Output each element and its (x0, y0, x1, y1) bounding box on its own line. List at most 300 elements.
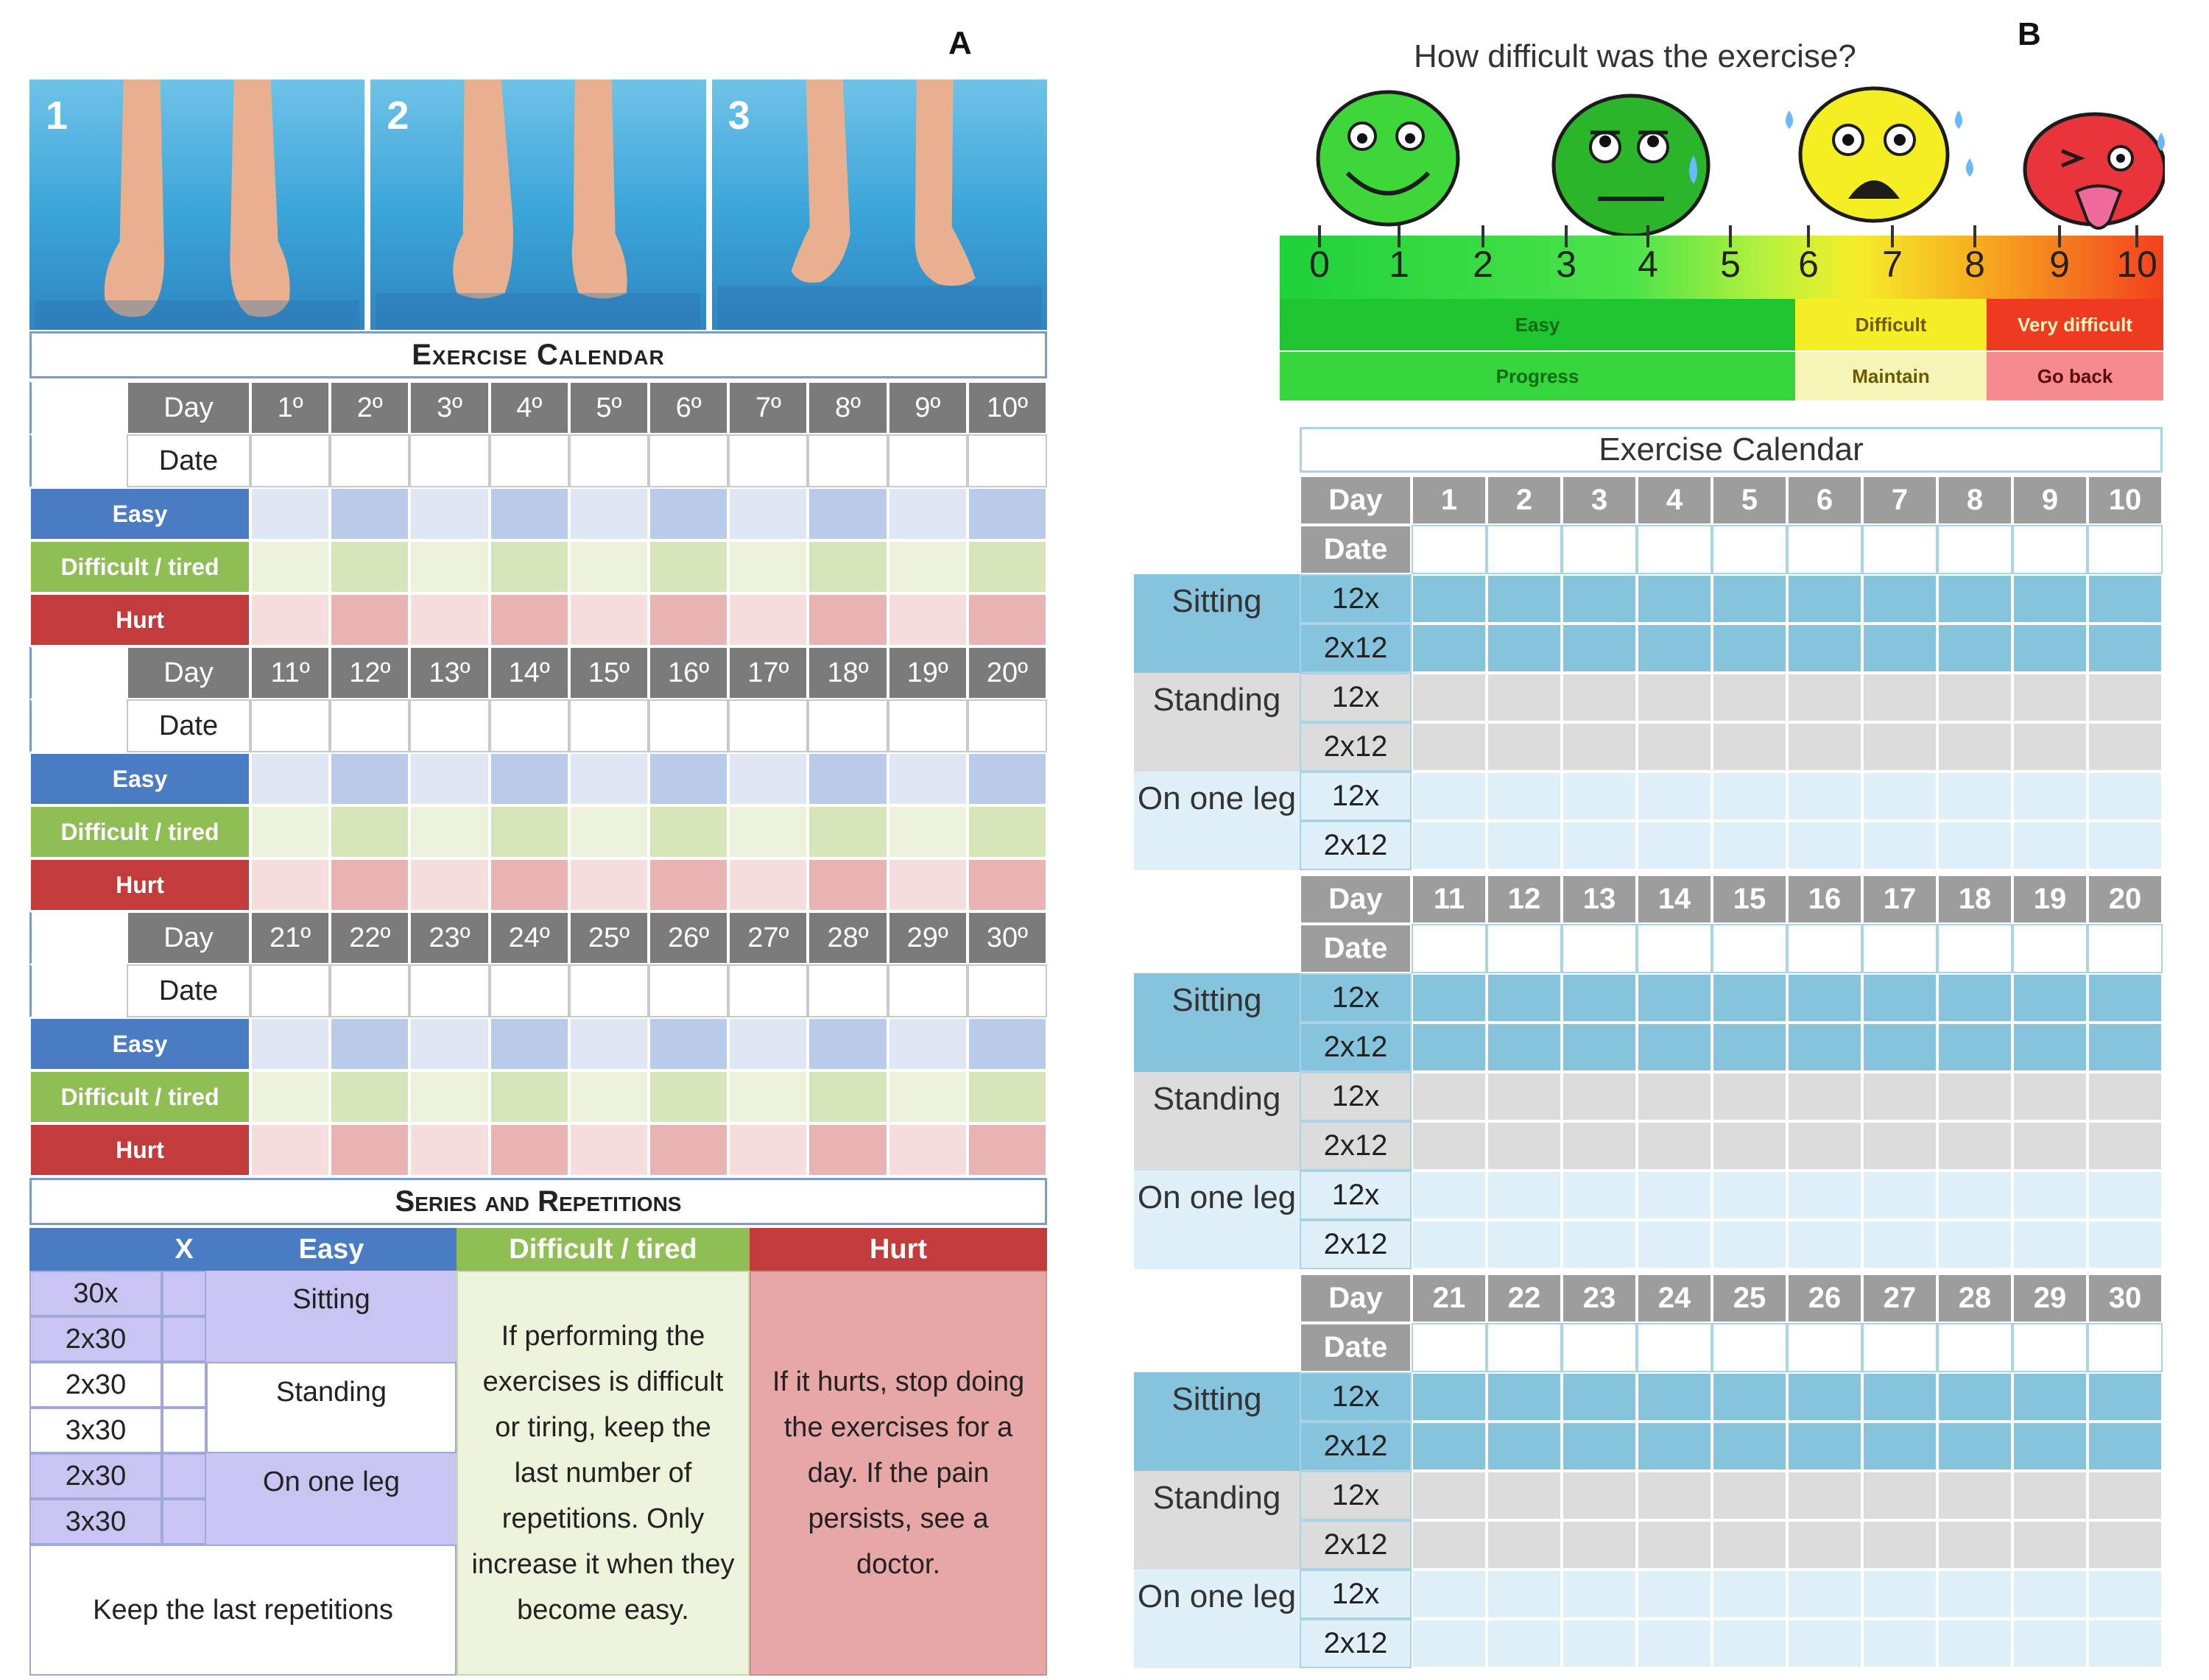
exercise-cell[interactable] (1412, 1220, 1487, 1269)
status-cell[interactable] (888, 752, 968, 805)
exercise-cell[interactable] (1862, 1171, 1937, 1220)
exercise-cell[interactable] (1787, 1072, 1862, 1121)
exercise-cell[interactable] (1562, 1570, 1637, 1619)
exercise-cell[interactable] (1487, 1220, 1562, 1269)
date-cell[interactable] (409, 964, 489, 1017)
status-cell[interactable] (569, 1123, 649, 1176)
exercise-cell[interactable] (1562, 1072, 1637, 1121)
status-cell[interactable] (490, 858, 569, 911)
reps-check-cell[interactable] (162, 1362, 206, 1408)
exercise-cell[interactable] (1787, 1171, 1862, 1220)
exercise-cell[interactable] (1712, 624, 1787, 673)
exercise-cell[interactable] (1412, 1121, 1487, 1171)
reps-check-cell[interactable] (162, 1316, 206, 1362)
exercise-cell[interactable] (1937, 1422, 2012, 1471)
exercise-cell[interactable] (1862, 1372, 1937, 1422)
status-cell[interactable] (569, 1070, 649, 1123)
exercise-cell[interactable] (1937, 574, 2012, 624)
date-cell[interactable] (728, 964, 808, 1017)
exercise-cell[interactable] (2088, 973, 2163, 1023)
exercise-cell[interactable] (1787, 1121, 1862, 1171)
status-cell[interactable] (888, 858, 968, 911)
exercise-cell[interactable] (1712, 1171, 1787, 1220)
date-cell[interactable] (250, 964, 330, 1017)
exercise-cell[interactable] (1637, 1072, 1712, 1121)
exercise-cell[interactable] (1862, 574, 1937, 624)
exercise-cell[interactable] (1862, 624, 1937, 673)
status-cell[interactable] (728, 540, 808, 593)
status-cell[interactable] (330, 752, 409, 805)
date-cell[interactable] (1787, 924, 1862, 973)
status-cell[interactable] (250, 540, 330, 593)
status-cell[interactable] (330, 805, 409, 858)
exercise-cell[interactable] (1637, 1121, 1712, 1171)
exercise-cell[interactable] (1487, 1619, 1562, 1668)
exercise-cell[interactable] (1937, 1372, 2012, 1422)
exercise-cell[interactable] (1862, 1422, 1937, 1471)
exercise-cell[interactable] (1787, 1422, 1862, 1471)
exercise-cell[interactable] (1712, 722, 1787, 772)
status-cell[interactable] (250, 805, 330, 858)
exercise-cell[interactable] (1412, 1171, 1487, 1220)
status-cell[interactable] (888, 1123, 968, 1176)
status-cell[interactable] (888, 1070, 968, 1123)
status-cell[interactable] (649, 858, 728, 911)
exercise-cell[interactable] (1637, 722, 1712, 772)
date-cell[interactable] (1937, 924, 2012, 973)
status-cell[interactable] (649, 752, 728, 805)
exercise-cell[interactable] (1862, 1570, 1937, 1619)
exercise-cell[interactable] (1937, 1220, 2012, 1269)
status-cell[interactable] (888, 540, 968, 593)
exercise-cell[interactable] (1787, 1372, 1862, 1422)
date-cell[interactable] (1712, 525, 1787, 574)
exercise-cell[interactable] (1787, 1570, 1862, 1619)
exercise-cell[interactable] (1862, 1520, 1937, 1570)
exercise-cell[interactable] (1862, 1220, 1937, 1269)
status-cell[interactable] (808, 1017, 887, 1070)
date-cell[interactable] (1862, 525, 1937, 574)
status-cell[interactable] (968, 487, 1047, 540)
exercise-cell[interactable] (1562, 624, 1637, 673)
exercise-cell[interactable] (1937, 1023, 2012, 1072)
exercise-cell[interactable] (2088, 722, 2163, 772)
exercise-cell[interactable] (1487, 1520, 1562, 1570)
date-cell[interactable] (1412, 525, 1487, 574)
exercise-cell[interactable] (1562, 1121, 1637, 1171)
exercise-cell[interactable] (2012, 1570, 2088, 1619)
exercise-cell[interactable] (1712, 673, 1787, 722)
status-cell[interactable] (888, 805, 968, 858)
exercise-cell[interactable] (1562, 772, 1637, 821)
exercise-cell[interactable] (1712, 1072, 1787, 1121)
exercise-cell[interactable] (1637, 1619, 1712, 1668)
exercise-cell[interactable] (1862, 673, 1937, 722)
exercise-cell[interactable] (1637, 1570, 1712, 1619)
exercise-cell[interactable] (1487, 1570, 1562, 1619)
date-cell[interactable] (968, 964, 1047, 1017)
exercise-cell[interactable] (2088, 574, 2163, 624)
date-cell[interactable] (2012, 924, 2088, 973)
exercise-cell[interactable] (1487, 624, 1562, 673)
date-cell[interactable] (808, 964, 887, 1017)
date-cell[interactable] (728, 434, 808, 487)
status-cell[interactable] (409, 805, 489, 858)
exercise-cell[interactable] (2088, 821, 2163, 870)
exercise-cell[interactable] (2088, 1570, 2163, 1619)
exercise-cell[interactable] (1862, 1072, 1937, 1121)
date-cell[interactable] (1637, 1323, 1712, 1372)
exercise-cell[interactable] (1937, 821, 2012, 870)
status-cell[interactable] (250, 858, 330, 911)
exercise-cell[interactable] (1862, 1471, 1937, 1520)
exercise-cell[interactable] (1712, 574, 1787, 624)
status-cell[interactable] (968, 1123, 1047, 1176)
exercise-cell[interactable] (2088, 1372, 2163, 1422)
status-cell[interactable] (330, 858, 409, 911)
exercise-cell[interactable] (2088, 1471, 2163, 1520)
status-cell[interactable] (808, 858, 887, 911)
exercise-cell[interactable] (1712, 1471, 1787, 1520)
status-cell[interactable] (250, 1070, 330, 1123)
status-cell[interactable] (569, 487, 649, 540)
date-cell[interactable] (2012, 1323, 2088, 1372)
exercise-cell[interactable] (1637, 1372, 1712, 1422)
status-cell[interactable] (250, 1017, 330, 1070)
date-cell[interactable] (728, 699, 808, 752)
reps-check-cell[interactable] (162, 1453, 206, 1499)
exercise-cell[interactable] (1787, 1220, 1862, 1269)
status-cell[interactable] (888, 487, 968, 540)
exercise-cell[interactable] (2012, 574, 2088, 624)
exercise-cell[interactable] (1562, 574, 1637, 624)
exercise-cell[interactable] (1862, 821, 1937, 870)
exercise-cell[interactable] (1637, 574, 1712, 624)
exercise-cell[interactable] (1712, 1220, 1787, 1269)
date-cell[interactable] (250, 434, 330, 487)
date-cell[interactable] (409, 434, 489, 487)
exercise-cell[interactable] (1637, 772, 1712, 821)
status-cell[interactable] (968, 1017, 1047, 1070)
status-cell[interactable] (490, 752, 569, 805)
status-cell[interactable] (808, 487, 887, 540)
status-cell[interactable] (728, 593, 808, 646)
status-cell[interactable] (649, 805, 728, 858)
exercise-cell[interactable] (2012, 973, 2088, 1023)
exercise-cell[interactable] (1787, 973, 1862, 1023)
date-cell[interactable] (1787, 525, 1862, 574)
exercise-cell[interactable] (2012, 624, 2088, 673)
exercise-cell[interactable] (2088, 1121, 2163, 1171)
exercise-cell[interactable] (1937, 772, 2012, 821)
date-cell[interactable] (1487, 1323, 1562, 1372)
exercise-cell[interactable] (1562, 1520, 1637, 1570)
exercise-cell[interactable] (1412, 772, 1487, 821)
exercise-cell[interactable] (1487, 821, 1562, 870)
status-cell[interactable] (409, 1123, 489, 1176)
exercise-cell[interactable] (2012, 1023, 2088, 1072)
exercise-cell[interactable] (1637, 973, 1712, 1023)
status-cell[interactable] (409, 593, 489, 646)
status-cell[interactable] (490, 487, 569, 540)
date-cell[interactable] (250, 699, 330, 752)
exercise-cell[interactable] (1862, 1619, 1937, 1668)
date-cell[interactable] (330, 434, 409, 487)
date-cell[interactable] (1637, 924, 1712, 973)
date-cell[interactable] (2012, 525, 2088, 574)
status-cell[interactable] (409, 1017, 489, 1070)
date-cell[interactable] (649, 434, 728, 487)
status-cell[interactable] (728, 858, 808, 911)
exercise-cell[interactable] (1412, 1372, 1487, 1422)
exercise-cell[interactable] (2012, 772, 2088, 821)
status-cell[interactable] (409, 540, 489, 593)
date-cell[interactable] (2088, 1323, 2163, 1372)
exercise-cell[interactable] (1862, 973, 1937, 1023)
status-cell[interactable] (968, 1070, 1047, 1123)
status-cell[interactable] (649, 1070, 728, 1123)
exercise-cell[interactable] (1712, 1422, 1787, 1471)
exercise-cell[interactable] (1562, 722, 1637, 772)
exercise-cell[interactable] (1412, 1471, 1487, 1520)
exercise-cell[interactable] (2012, 1619, 2088, 1668)
status-cell[interactable] (728, 1017, 808, 1070)
exercise-cell[interactable] (1562, 1619, 1637, 1668)
exercise-cell[interactable] (1412, 574, 1487, 624)
status-cell[interactable] (728, 752, 808, 805)
exercise-cell[interactable] (1712, 1570, 1787, 1619)
exercise-cell[interactable] (1562, 821, 1637, 870)
date-cell[interactable] (2088, 924, 2163, 973)
date-cell[interactable] (409, 699, 489, 752)
status-cell[interactable] (968, 858, 1047, 911)
exercise-cell[interactable] (1787, 624, 1862, 673)
exercise-cell[interactable] (1862, 772, 1937, 821)
status-cell[interactable] (808, 805, 887, 858)
exercise-cell[interactable] (1937, 673, 2012, 722)
status-cell[interactable] (808, 1123, 887, 1176)
exercise-cell[interactable] (1412, 1422, 1487, 1471)
exercise-cell[interactable] (1412, 1570, 1487, 1619)
date-cell[interactable] (1487, 924, 1562, 973)
exercise-cell[interactable] (1937, 722, 2012, 772)
status-cell[interactable] (409, 858, 489, 911)
exercise-cell[interactable] (1712, 1619, 1787, 1668)
exercise-cell[interactable] (1712, 973, 1787, 1023)
exercise-cell[interactable] (1712, 1520, 1787, 1570)
exercise-cell[interactable] (1487, 673, 1562, 722)
exercise-cell[interactable] (1412, 973, 1487, 1023)
exercise-cell[interactable] (1637, 624, 1712, 673)
exercise-cell[interactable] (1787, 772, 1862, 821)
exercise-cell[interactable] (1562, 1171, 1637, 1220)
exercise-cell[interactable] (1712, 821, 1787, 870)
exercise-cell[interactable] (1412, 673, 1487, 722)
status-cell[interactable] (968, 540, 1047, 593)
exercise-cell[interactable] (2088, 772, 2163, 821)
exercise-cell[interactable] (1637, 1220, 1712, 1269)
exercise-cell[interactable] (2012, 1520, 2088, 1570)
exercise-cell[interactable] (2012, 1422, 2088, 1471)
date-cell[interactable] (1487, 525, 1562, 574)
status-cell[interactable] (808, 593, 887, 646)
status-cell[interactable] (409, 752, 489, 805)
date-cell[interactable] (888, 699, 968, 752)
exercise-cell[interactable] (1787, 1619, 1862, 1668)
date-cell[interactable] (490, 699, 569, 752)
status-cell[interactable] (409, 487, 489, 540)
exercise-cell[interactable] (1637, 821, 1712, 870)
date-cell[interactable] (1562, 525, 1637, 574)
exercise-cell[interactable] (1712, 1023, 1787, 1072)
exercise-cell[interactable] (1787, 574, 1862, 624)
status-cell[interactable] (569, 752, 649, 805)
status-cell[interactable] (330, 487, 409, 540)
exercise-cell[interactable] (1487, 722, 1562, 772)
exercise-cell[interactable] (1562, 1023, 1637, 1072)
date-cell[interactable] (808, 699, 887, 752)
exercise-cell[interactable] (1787, 673, 1862, 722)
date-cell[interactable] (2088, 525, 2163, 574)
exercise-cell[interactable] (2012, 722, 2088, 772)
exercise-cell[interactable] (1562, 1422, 1637, 1471)
status-cell[interactable] (330, 1123, 409, 1176)
exercise-cell[interactable] (2012, 1372, 2088, 1422)
date-cell[interactable] (1712, 1323, 1787, 1372)
exercise-cell[interactable] (1487, 1121, 1562, 1171)
exercise-cell[interactable] (1787, 1520, 1862, 1570)
date-cell[interactable] (330, 964, 409, 1017)
exercise-cell[interactable] (1487, 574, 1562, 624)
exercise-cell[interactable] (1637, 673, 1712, 722)
date-cell[interactable] (888, 434, 968, 487)
status-cell[interactable] (649, 487, 728, 540)
exercise-cell[interactable] (1787, 1023, 1862, 1072)
status-cell[interactable] (728, 487, 808, 540)
date-cell[interactable] (888, 964, 968, 1017)
status-cell[interactable] (250, 487, 330, 540)
status-cell[interactable] (569, 593, 649, 646)
exercise-cell[interactable] (1637, 1471, 1712, 1520)
date-cell[interactable] (1862, 924, 1937, 973)
exercise-cell[interactable] (1412, 1619, 1487, 1668)
exercise-cell[interactable] (1487, 1372, 1562, 1422)
date-cell[interactable] (1562, 1323, 1637, 1372)
exercise-cell[interactable] (1937, 1471, 2012, 1520)
status-cell[interactable] (888, 1017, 968, 1070)
status-cell[interactable] (728, 1070, 808, 1123)
status-cell[interactable] (808, 540, 887, 593)
exercise-cell[interactable] (1412, 1023, 1487, 1072)
date-cell[interactable] (569, 699, 649, 752)
status-cell[interactable] (569, 858, 649, 911)
exercise-cell[interactable] (1787, 821, 1862, 870)
date-cell[interactable] (490, 964, 569, 1017)
date-cell[interactable] (1562, 924, 1637, 973)
status-cell[interactable] (569, 1017, 649, 1070)
exercise-cell[interactable] (2088, 1520, 2163, 1570)
exercise-cell[interactable] (2088, 1619, 2163, 1668)
exercise-cell[interactable] (1487, 1023, 1562, 1072)
status-cell[interactable] (490, 540, 569, 593)
date-cell[interactable] (1412, 1323, 1487, 1372)
status-cell[interactable] (409, 1070, 489, 1123)
status-cell[interactable] (330, 593, 409, 646)
status-cell[interactable] (330, 1070, 409, 1123)
reps-check-cell[interactable] (162, 1499, 206, 1545)
exercise-cell[interactable] (2012, 1471, 2088, 1520)
date-cell[interactable] (490, 434, 569, 487)
exercise-cell[interactable] (2012, 1171, 2088, 1220)
date-cell[interactable] (649, 964, 728, 1017)
exercise-cell[interactable] (1937, 1171, 2012, 1220)
exercise-cell[interactable] (1637, 1422, 1712, 1471)
exercise-cell[interactable] (1487, 1422, 1562, 1471)
status-cell[interactable] (808, 752, 887, 805)
exercise-cell[interactable] (1562, 1471, 1637, 1520)
status-cell[interactable] (649, 593, 728, 646)
date-cell[interactable] (1937, 1323, 2012, 1372)
exercise-cell[interactable] (1487, 1072, 1562, 1121)
exercise-cell[interactable] (1937, 1570, 2012, 1619)
date-cell[interactable] (1937, 525, 2012, 574)
status-cell[interactable] (250, 593, 330, 646)
exercise-cell[interactable] (1637, 1023, 1712, 1072)
date-cell[interactable] (1862, 1323, 1937, 1372)
status-cell[interactable] (649, 1123, 728, 1176)
status-cell[interactable] (330, 540, 409, 593)
status-cell[interactable] (490, 593, 569, 646)
exercise-cell[interactable] (1937, 1520, 2012, 1570)
exercise-cell[interactable] (2012, 1072, 2088, 1121)
exercise-cell[interactable] (1937, 1619, 2012, 1668)
date-cell[interactable] (1637, 525, 1712, 574)
exercise-cell[interactable] (1562, 973, 1637, 1023)
reps-check-cell[interactable] (162, 1408, 206, 1453)
exercise-cell[interactable] (2088, 624, 2163, 673)
exercise-cell[interactable] (1937, 973, 2012, 1023)
reps-check-cell[interactable] (162, 1271, 206, 1316)
status-cell[interactable] (490, 1123, 569, 1176)
date-cell[interactable] (1712, 924, 1787, 973)
exercise-cell[interactable] (1637, 1520, 1712, 1570)
date-cell[interactable] (649, 699, 728, 752)
exercise-cell[interactable] (1562, 1372, 1637, 1422)
exercise-cell[interactable] (1562, 673, 1637, 722)
status-cell[interactable] (490, 805, 569, 858)
exercise-cell[interactable] (1487, 973, 1562, 1023)
exercise-cell[interactable] (1412, 624, 1487, 673)
status-cell[interactable] (250, 752, 330, 805)
date-cell[interactable] (569, 434, 649, 487)
status-cell[interactable] (968, 805, 1047, 858)
status-cell[interactable] (968, 593, 1047, 646)
exercise-cell[interactable] (1712, 772, 1787, 821)
date-cell[interactable] (968, 434, 1047, 487)
exercise-cell[interactable] (1787, 722, 1862, 772)
exercise-cell[interactable] (1787, 1471, 1862, 1520)
exercise-cell[interactable] (1937, 1072, 2012, 1121)
status-cell[interactable] (649, 540, 728, 593)
exercise-cell[interactable] (2012, 1220, 2088, 1269)
exercise-cell[interactable] (2012, 1121, 2088, 1171)
status-cell[interactable] (968, 752, 1047, 805)
exercise-cell[interactable] (2012, 673, 2088, 722)
status-cell[interactable] (808, 1070, 887, 1123)
exercise-cell[interactable] (1862, 1023, 1937, 1072)
exercise-cell[interactable] (2088, 673, 2163, 722)
exercise-cell[interactable] (1862, 1121, 1937, 1171)
